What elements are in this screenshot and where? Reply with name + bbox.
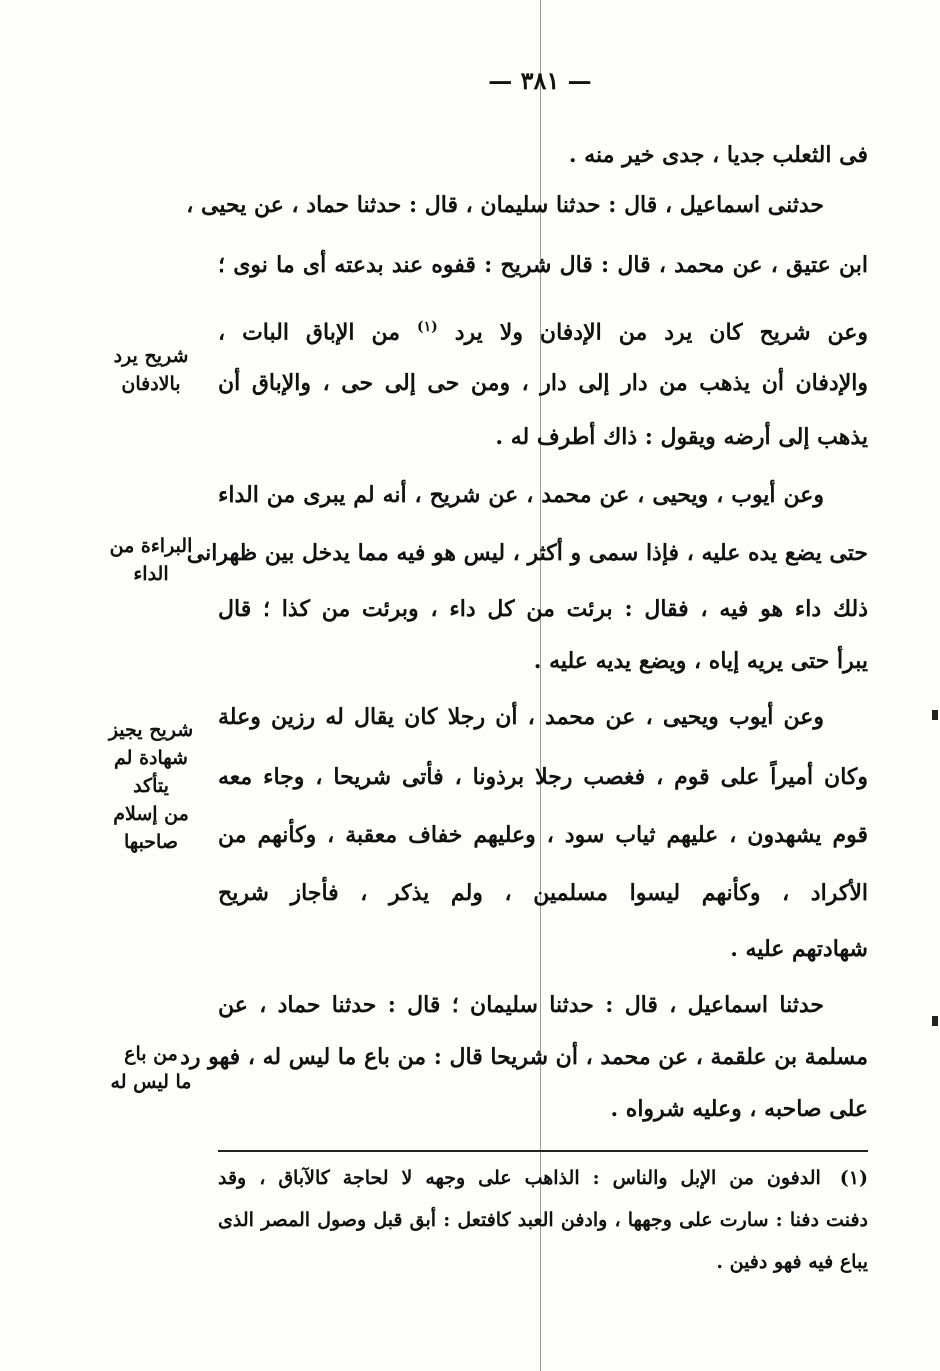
- body-line-12: وكان أميراً على قوم ، فغصب رجلا برذونا ، فأتى شريحا ، وجاء معه: [218, 764, 868, 790]
- scan-edge-mark: [932, 710, 938, 720]
- margin-note-2-line-2: الداء: [133, 563, 169, 585]
- body-line-11: وعن أيوب ويحيى ، عن محمد ، أن رجلا كان يقال له رزين وعلة: [218, 704, 824, 730]
- body-line-8: حتى يضع يده عليه ، فإذا سمى و أكثر ، ليس هو فيه مما يدخل بين ظهرانى: [186, 540, 868, 566]
- margin-note-1-line-1: شريح يرد: [113, 345, 189, 367]
- body-line-4-tail: من الإباق البات ،: [218, 319, 400, 346]
- body-line-13: قوم يشهدون ، عليهم ثياب سود ، وعليهم خفاف معقبة ، وكأنهم من: [218, 822, 868, 848]
- margin-note-3-line-1: شريح يجيز: [108, 719, 194, 741]
- footnote-separator: [218, 1150, 868, 1152]
- margin-note-2: [96, 532, 206, 588]
- body-line-17: مسلمة بن علقمة ، عن محمد ، أن شريحا قال : من باع ما ليس له ، فهو رد: [180, 1044, 868, 1070]
- body-line-16: حدثنا اسماعيل ، قال : حدثنا سليمان ؛ قال : حدثنا حماد ، عن: [218, 992, 824, 1018]
- margin-note-3-line-3: من إسلام: [113, 803, 189, 825]
- scan-edge-mark: [932, 1016, 938, 1026]
- body-line-15: شهادتهم عليه .: [730, 936, 868, 962]
- footnote-line-3: يباع فيه فهو دفين .: [716, 1251, 868, 1273]
- footnote-line-1-text: الدفون من الإبل والناس : الذاهب على وجهه لا لحاجة كالآباق ، وقد: [218, 1167, 821, 1189]
- margin-note-1: [96, 342, 206, 398]
- body-line-4-text: وعن شريح كان يرد من الإدفان ولا يرد: [454, 319, 868, 346]
- body-line-10: يبرأ حتى يريه إياه ، ويضع يديه عليه .: [533, 648, 868, 674]
- body-line-5: والإدفان أن يذهب من دار إلى دار ، ومن حى إلى حى ، والإباق أن: [218, 370, 868, 396]
- body-line-4: [218, 312, 868, 346]
- body-line-14: الأكراد ، وكأنهم ليسوا مسلمين ، ولم يذكر ، فأجاز شريح: [218, 880, 868, 906]
- margin-note-4: [96, 1040, 206, 1096]
- body-line-6: يذهب إلى أرضه ويقول : ذاك أطرف له .: [495, 424, 868, 450]
- margin-note-3-line-2: شهادة لم يتأكد: [114, 747, 188, 797]
- footnote-marker: (١): [839, 1167, 868, 1189]
- margin-note-1-line-2: بالادفان: [121, 373, 181, 395]
- body-line-7: وعن أيوب ، ويحيى ، عن محمد ، عن شريح ، أنه لم يبرى من الداء: [218, 482, 824, 508]
- page-number: — ٣٨١ —: [488, 66, 592, 95]
- footnote-reference: (١): [416, 319, 438, 335]
- margin-note-4-line-1: من باع: [124, 1043, 178, 1065]
- body-line-18: على صاحبه ، وعليه شرواه .: [610, 1096, 868, 1122]
- margin-note-3: [96, 716, 206, 856]
- footnote-line-1: [218, 1164, 868, 1194]
- body-line-9: ذلك داء هو فيه ، فقال : برئت من كل داء ، وبرئت من كذا ؛ قال: [218, 596, 868, 622]
- footnote-line-2: دفنت دفنا : سارت على وجهها ، وادفن العبد كافتعل : أبق قبل وصول المصر الذى: [218, 1209, 868, 1231]
- margin-note-2-line-1: البراءة من: [109, 535, 193, 557]
- margin-note-3-line-4: صاحبها: [124, 831, 178, 853]
- body-line-1: فى الثعلب جديا ، جدى خير منه .: [568, 142, 868, 168]
- margin-note-4-line-2: ما ليس له: [110, 1071, 192, 1093]
- body-line-2: حدثنى اسماعيل ، قال : حدثنا سليمان ، قال : حدثنا حماد ، عن يحيى ،: [186, 192, 824, 218]
- body-line-3: ابن عتيق ، عن محمد ، قال : قال شريح : قفوه عند بدعته أى ما نوى ؛: [218, 252, 868, 278]
